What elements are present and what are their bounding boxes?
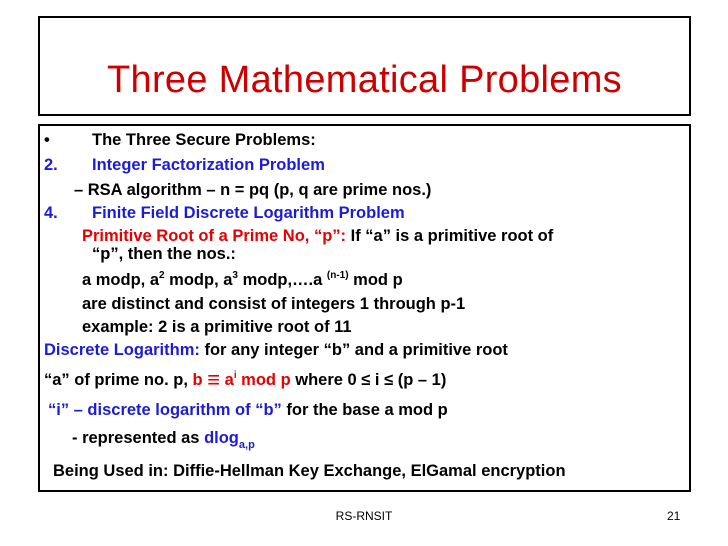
distinct-line: are distinct and consist of integers 1 through p-1	[82, 295, 466, 313]
i-def-line	[48, 402, 448, 419]
powers-t4: mod p	[348, 271, 403, 289]
used-in-line: Being Used in: Diffie-Hellman Key Exchange, ElGamal encryption	[53, 462, 566, 480]
powers-line	[82, 272, 403, 289]
slide-title: Three Mathematical Problems	[107, 59, 622, 101]
powers-sup-3: 3	[232, 270, 238, 281]
represented-text: - represented as	[72, 429, 205, 447]
item2-text: Integer Factorization Problem	[92, 156, 325, 174]
powers-t3: modp,….a	[237, 271, 327, 289]
item2-marker: 2.	[44, 156, 58, 174]
i-def-text: for the base a mod p	[281, 401, 448, 419]
dlog-text: dlog	[204, 429, 239, 447]
footer-author: RS-RNSIT	[335, 509, 393, 523]
rsa-line: – RSA algorithm – n = pq (p, q are prime nos.)	[74, 181, 432, 199]
title-box	[38, 16, 691, 116]
discrete-log-label: Discrete Logarithm:	[44, 341, 200, 359]
powers-t1: a modp, a	[82, 271, 160, 289]
represented-line	[72, 429, 255, 451]
congruence-a: a	[220, 371, 234, 389]
congruence-t2: where 0 ≤ i ≤ (p – 1)	[290, 371, 447, 389]
congruence-sup-i: i	[233, 370, 237, 381]
congruence-equiv-symbol: ≡	[207, 367, 221, 392]
item4-marker: 4.	[44, 204, 58, 222]
discrete-log-line	[44, 342, 508, 359]
item4-text: Finite Field Discrete Logarithm Problem	[92, 204, 405, 222]
bullet-marker: •	[44, 131, 50, 149]
congruence-line	[44, 367, 447, 392]
example-line: example: 2 is a primitive root of 11	[82, 318, 352, 336]
bullet-text: The Three Secure Problems:	[92, 131, 316, 149]
footer-page-number: 21	[667, 509, 681, 523]
discrete-log-text: for any integer “b” and a primitive root	[199, 341, 508, 359]
primitive-root-label: Primitive Root of a Prime No, “p”:	[82, 227, 347, 245]
congruence-b: b	[192, 371, 203, 389]
primitive-root-text: If “a” is a primitive root of	[346, 227, 554, 245]
i-def-label: “i” – discrete logarithm of “b”	[48, 401, 282, 419]
primitive-root-continued: “p”, then the nos.:	[92, 245, 236, 263]
powers-t2: modp, a	[164, 271, 233, 289]
powers-sup-2: 2	[159, 270, 165, 281]
dlog-subscript: a,p	[238, 439, 255, 451]
powers-sup-n1: (n-1)	[326, 270, 349, 281]
congruence-modp: mod p	[236, 371, 291, 389]
primitive-root-line	[82, 228, 553, 245]
congruence-t1: “a” of prime no. p,	[44, 371, 193, 389]
